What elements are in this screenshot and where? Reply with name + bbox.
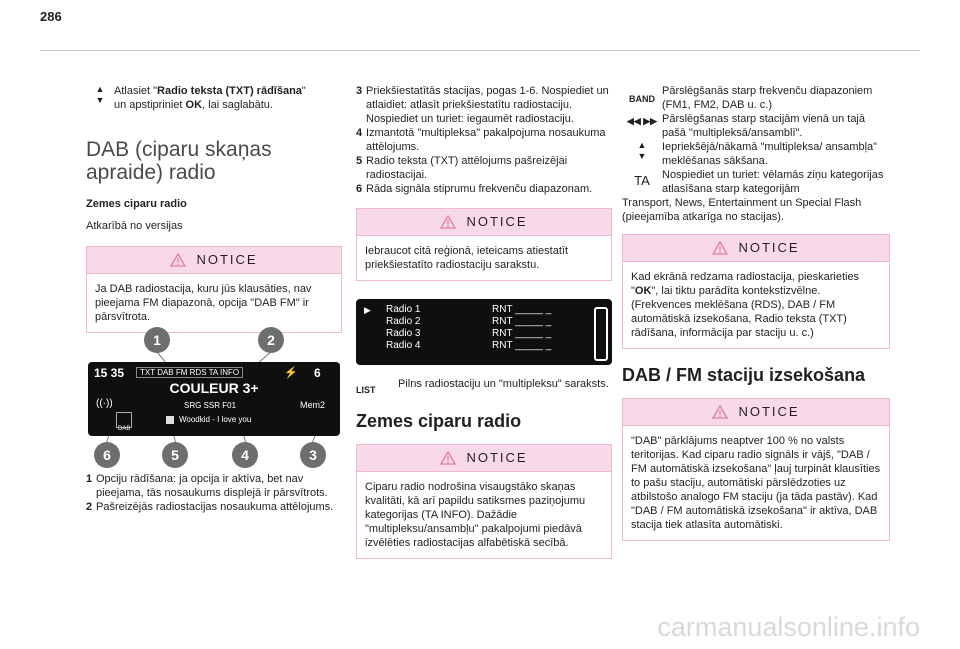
notice-heading: NOTICE — [623, 399, 889, 425]
play-icon: ▶ — [364, 305, 371, 315]
list-item: 4 Izmantotā "multipleksa" pakalpojuma nosaukuma attēlojums. — [356, 127, 606, 153]
up-down-arrows-icon: ▲ ▼ — [95, 84, 105, 105]
callout-badge-4: 4 — [232, 442, 258, 468]
subsection-title: Zemes ciparu radio — [86, 198, 187, 210]
updown-text: Iepriekšējā/nākamā "multipleksa/ ansambļa" meklēšanas sākšana. — [662, 141, 878, 167]
notice-box — [356, 208, 612, 281]
warning-icon — [440, 451, 456, 465]
list-button-label: LIST — [356, 385, 376, 395]
screen-status: TXT DAB FM RDS TA INFO — [136, 367, 243, 378]
callout-badge-3: 3 — [300, 442, 326, 468]
radio-list-values: RNT _____ _ RNT _____ _ RNT _____ _ RNT _____ _ — [492, 304, 552, 351]
notice-heading: NOTICE — [357, 445, 611, 471]
list-description: Pilns radiostaciju un "multipleksu" saraksts. — [398, 378, 609, 390]
notice-text: Kad ekrānā redzama radiostacija, pieskarieties "OK", lai tiktu parādīta kontekstizvēlne. (Frekvences meklēšana (RDS), DAB / FM automātiskā izsekošana, Radio teksta (TXT) rādīšana, informācija par staciju u. c.) — [623, 261, 889, 348]
screen-station: COULEUR 3+ — [169, 380, 259, 396]
column-2 — [356, 84, 612, 559]
column-1 — [86, 84, 342, 333]
radio-screen — [88, 362, 340, 436]
ta-row — [622, 168, 890, 196]
radio-list-screen — [356, 299, 612, 365]
heading-tracking: DAB / FM staciju izsekošana — [622, 365, 866, 385]
scrollbar — [594, 307, 608, 361]
callout-badge-6: 6 — [94, 442, 120, 468]
band-row — [622, 84, 890, 112]
screen-time: 15 35 — [94, 366, 125, 380]
callout-badge-2: 2 — [258, 327, 284, 353]
notice-heading: NOTICE — [87, 247, 341, 273]
seek-arrows-icon: ◀◀ ▶▶ — [626, 116, 658, 126]
signal-icon: ((·)) — [96, 398, 113, 409]
notice-text: "DAB" pārklājums neaptver 100 % no valsts teritorijas. Kad ciparu radio signāls ir vājš, "DAB / FM automātiskā izsekošana" ļauj turpināt klausīties to pašu staciju, automātiski pārslēdzoties uz atbilstošo analogo FM staciju (ja tāda pastāv). Kad "DAB / FM automātiskā izsekošana" ir aktīva, DAB stacija tiek atlasīta automātiski. — [623, 425, 889, 540]
notice-heading: NOTICE — [357, 209, 611, 235]
select-instruction-text: Atlasiet "Radio teksta (TXT) rādīšana" un apstipriniet OK, lai saglabātu. — [114, 85, 306, 111]
notice-text: Ja DAB radiostacija, kuru jūs klausāties, nav pieejama FM diapazonā, opcija "DAB FM" ir pārsvītrota. — [87, 273, 341, 332]
notice-text: Ciparu radio nodrošina visaugstāko skaņas kvalitāti, kā arī papildu satiksmes paziņojumu kategorijas (TA INFO). Dažādie "multipleksu/ansambļu" pakalpojumi piedāvā izvēlēties radiostacijas alfabētiskā secībā. — [357, 471, 611, 558]
text-icon — [166, 416, 174, 424]
ta-text: Nospiediet un turiet: vēlamās ziņu kategorijas atlasīšana starp kategorijām — [662, 169, 884, 195]
screen-dab-label: DAB — [118, 426, 131, 432]
notice-box — [356, 444, 612, 559]
version-note: Atkarībā no versijas — [86, 220, 183, 232]
notice-text: Iebraucot citā reģionā, ieteicams atiestatīt priekšiestatīto radiostaciju sarakstu. — [357, 235, 611, 280]
updown-row — [622, 140, 890, 168]
legend-list-2 — [356, 84, 612, 196]
callout-badge-5: 5 — [162, 442, 188, 468]
warning-icon — [440, 215, 456, 229]
warning-icon — [712, 241, 728, 255]
notice-box — [622, 398, 890, 541]
page-number: 286 — [40, 9, 62, 24]
list-item: 2 Pašreizējās radiostacijas nosaukuma attēlojums. — [86, 501, 334, 513]
seek-text: Pārslēgšanas starp stacijām vienā un tajā pašā "multipleksā/ansamblī". — [662, 113, 865, 139]
seek-row — [622, 112, 890, 140]
warning-icon — [712, 405, 728, 419]
watermark: carmanualsonline.info — [657, 612, 920, 642]
heading-terrestrial: Zemes ciparu radio — [356, 411, 522, 431]
screen-memory: Mem2 — [300, 400, 326, 410]
list-item: 1 Opciju rādīšana: ja opcija ir aktīva, bet nav pieejama, tās nosaukums displejā ir pārsvītrots. — [86, 473, 328, 499]
notice-heading: NOTICE — [623, 235, 889, 261]
ta-continuation: Transport, News, Entertainment un Special Flash (pieejamība atkarīga no stacijas). — [622, 197, 862, 223]
select-instruction — [86, 84, 342, 112]
warning-icon — [170, 253, 186, 267]
list-item: 5 Radio teksta (TXT) attēlojums pašreizējai radiostacijai. — [356, 155, 568, 181]
section-title: DAB (ciparu skaņas apraide) radio — [86, 138, 272, 184]
ta-button-label: TA — [634, 173, 650, 188]
legend-list-1 — [86, 472, 336, 514]
header-rule — [40, 50, 920, 51]
screen-frequency: SRG SSR F01 — [184, 401, 237, 410]
screen-channel: 6 — [314, 366, 321, 380]
list-legend — [356, 377, 612, 397]
screen-track: Woodkid - I love you — [179, 415, 252, 424]
band-button-label: BAND — [629, 94, 655, 104]
list-item: 6 Rāda signāla stiprumu frekvenču diapazonam. — [356, 183, 593, 195]
band-text: Pārslēgšanās starp frekvenču diapazoniem (FM1, FM2, DAB u. c.) — [662, 85, 873, 111]
column-3 — [622, 84, 890, 541]
shuffle-icon: ⚡ — [284, 367, 298, 379]
notice-box — [622, 234, 890, 349]
radio-list-names: Radio 1 Radio 2 Radio 3 Radio 4 — [386, 304, 421, 351]
callout-badge-1: 1 — [144, 327, 170, 353]
up-down-arrows-icon: ▲ ▼ — [637, 140, 647, 161]
list-item: 3 Priekšiestatītās stacijas, pogas 1-6. Nospiediet un atlaidiet: atlasīt priekšiestatītu radiostaciju. Nospiediet un turiet: iegaumēt radiostaciju. — [356, 85, 609, 125]
